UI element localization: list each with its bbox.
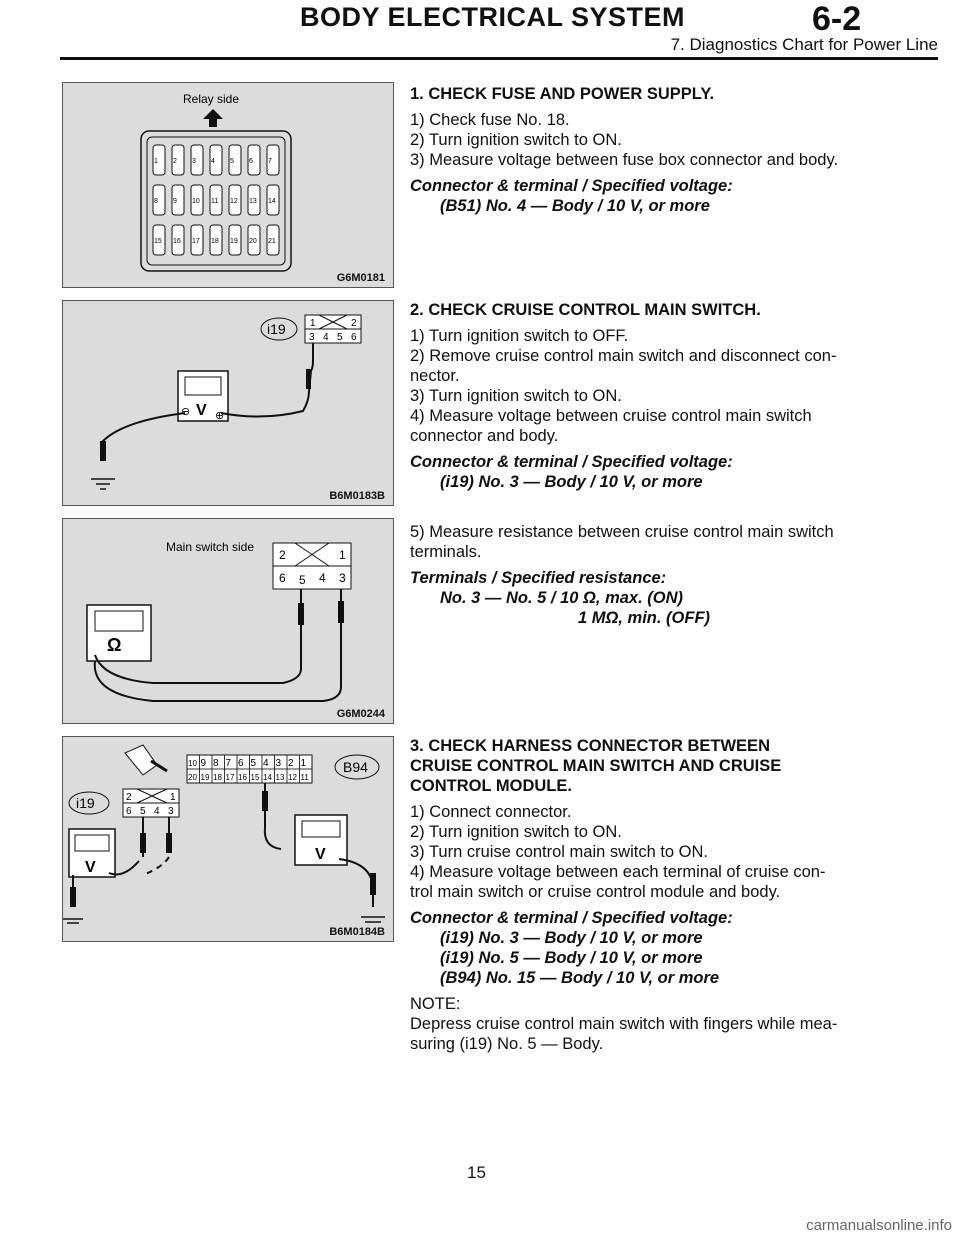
spec-label: Terminals / Specified resistance: [410, 569, 667, 587]
meter-symbol: V [85, 859, 96, 876]
b94-connector [187, 755, 312, 783]
spec-value: (i19) No. 5 — Body / 10 V, or more [440, 949, 703, 967]
step-3-block [410, 736, 880, 1054]
figure-harness-check [62, 736, 394, 942]
relay-side-caption: Relay side [183, 92, 240, 106]
fuse-number: 14 [268, 198, 276, 205]
pin-label: 6 [238, 758, 244, 769]
fuse-number: 7 [268, 158, 272, 165]
note-label: NOTE: [410, 995, 461, 1013]
step-heading: CONTROL MODULE. [410, 777, 572, 795]
pin-label: 3 [275, 758, 282, 769]
step-heading: 3. CHECK HARNESS CONNECTOR BETWEEN [410, 737, 770, 755]
step-line: 1) Check fuse No. 18. [410, 111, 570, 129]
step-line: 5) Measure resistance between cruise control main switch [410, 523, 834, 541]
step-line: 3) Measure voltage between fuse box connector and body. [410, 151, 839, 169]
step-line: 2) Turn ignition switch to ON. [410, 823, 622, 841]
figure-code: B6M0184B [329, 926, 385, 938]
watermark: carmanualsonline.info [806, 1217, 952, 1234]
pin-label: 12 [288, 773, 297, 782]
probe [306, 369, 311, 389]
pin-label: 16 [238, 773, 247, 782]
probe [338, 601, 344, 623]
pin-label: 5 [299, 573, 306, 587]
spec-value: No. 3 — No. 5 / 10 Ω, max. (ON) [440, 589, 684, 607]
step-line: terminals. [410, 543, 482, 561]
meter-symbol: V [196, 402, 207, 419]
header-title: BODY ELECTRICAL SYSTEM [300, 2, 686, 32]
fuse-number: 10 [192, 198, 200, 205]
fuse-number: 19 [230, 238, 238, 245]
pin-label: 2 [351, 318, 357, 329]
pin-label: 10 [188, 759, 197, 768]
step-line: 3) Turn cruise control main switch to ON. [410, 843, 709, 861]
figure-fuse-box [62, 82, 394, 288]
note-line: Depress cruise control main switch with fingers while mea- [410, 1015, 838, 1033]
header-rule [60, 57, 938, 60]
step-line: 2) Turn ignition switch to ON. [410, 131, 622, 149]
pin-label: 3 [309, 332, 315, 343]
pin-label: 2 [288, 758, 294, 769]
fuse-number: 3 [192, 158, 196, 165]
voltage-check-diagram [63, 301, 393, 505]
pin-label: 4 [263, 758, 269, 769]
figure-main-switch-voltage [62, 300, 394, 506]
svg-text:⊖: ⊖ [181, 406, 191, 418]
step-line: trol main switch or cruise control module and body. [410, 883, 781, 901]
fuse-number: 16 [173, 238, 181, 245]
section-number: 6-2 [812, 0, 862, 38]
pin-label: 6 [126, 806, 132, 817]
pin-label: 3 [339, 571, 346, 585]
pin-label: 1 [339, 548, 346, 562]
step-2-block [410, 300, 880, 492]
fuse-number: 20 [249, 238, 257, 245]
spec-value: 1 MΩ, min. (OFF) [578, 609, 711, 627]
step-line: 1) Connect connector. [410, 803, 572, 821]
figure-code: B6M0183B [329, 490, 385, 502]
pin-label: 9 [200, 758, 207, 769]
fuse-number: 6 [249, 158, 253, 165]
meter-symbol: Ω [107, 635, 122, 655]
pin-label: 19 [200, 773, 210, 782]
fuse-number: 18 [211, 238, 219, 245]
connector-label: B94 [343, 759, 368, 775]
fuse-number: 4 [211, 158, 215, 165]
connector-label: i19 [76, 795, 95, 811]
pin-label: 18 [213, 773, 222, 782]
pin-label: 1 [300, 758, 307, 769]
spec-value: (i19) No. 3 — Body / 10 V, or more [440, 929, 703, 947]
header-subtitle: 7. Diagnostics Chart for Power Line [670, 35, 938, 54]
fuse-number: 8 [154, 198, 158, 205]
pin-label: 7 [225, 758, 232, 769]
meter-symbol: V [315, 846, 326, 863]
pin-label: 5 [337, 332, 343, 343]
fuse-number: 5 [230, 158, 234, 165]
pin-label: 13 [275, 773, 285, 782]
step-heading: 2. CHECK CRUISE CONTROL MAIN SWITCH. [410, 301, 761, 319]
fuse-number: 13 [249, 198, 257, 205]
fuse-box-diagram [63, 83, 393, 287]
step-line: 4) Measure voltage between each terminal of cruise con- [410, 863, 826, 881]
spec-value: (B51) No. 4 — Body / 10 V, or more [440, 197, 710, 215]
pin-label: 5 [140, 806, 146, 817]
main-switch-side-caption: Main switch side [166, 540, 255, 554]
pin-label: 4 [154, 806, 160, 817]
figure-code: G6M0244 [336, 708, 385, 720]
svg-text:⊕: ⊕ [215, 410, 225, 422]
connector-label: i19 [267, 321, 286, 337]
pin-label: 17 [225, 773, 235, 782]
step-line: 2) Remove cruise control main switch and disconnect con- [410, 347, 837, 365]
spec-label: Connector & terminal / Specified voltage: [410, 453, 733, 471]
fuse-grid [153, 145, 279, 255]
spec-value: (B94) No. 15 — Body / 10 V, or more [440, 969, 720, 987]
page-number: 15 [467, 1163, 486, 1182]
step-2b-block [410, 522, 880, 628]
fuse-number: 17 [192, 238, 200, 245]
probe [298, 603, 304, 625]
fuse-number: 12 [230, 198, 238, 205]
pin-label: 2 [279, 548, 286, 562]
pin-label: 11 [300, 773, 309, 782]
pin-label: 4 [319, 571, 326, 585]
step-line: 4) Measure voltage between cruise control main switch [410, 407, 812, 425]
fuse-number: 15 [154, 238, 162, 245]
fuse-number: 21 [268, 238, 276, 245]
pin-label: 2 [126, 792, 132, 803]
pin-label: 15 [250, 773, 260, 782]
spec-label: Connector & terminal / Specified voltage: [410, 177, 733, 195]
step-line: 3) Turn ignition switch to ON. [410, 387, 622, 405]
figure-code: G6M0181 [336, 272, 385, 284]
step-heading: 1. CHECK FUSE AND POWER SUPPLY. [410, 85, 715, 103]
fuse-number: 1 [154, 158, 158, 165]
resistance-check-diagram [63, 519, 393, 723]
fuse-number: 9 [173, 198, 177, 205]
pin-label: 1 [170, 792, 176, 803]
note-line: suring (i19) No. 5 — Body. [410, 1035, 604, 1053]
fuse-number: 11 [211, 198, 219, 205]
pin-label: 3 [168, 806, 174, 817]
pin-label: 20 [188, 773, 197, 782]
arrow-up-icon [203, 109, 223, 127]
figure-main-switch-resistance [62, 518, 394, 724]
spec-value: (i19) No. 3 — Body / 10 V, or more [440, 473, 703, 491]
step-heading: CRUISE CONTROL MAIN SWITCH AND CRUISE [410, 757, 782, 775]
spec-label: Connector & terminal / Specified voltage: [410, 909, 733, 927]
step-line: nector. [410, 367, 460, 385]
pin-label: 5 [250, 758, 257, 769]
step-line: 1) Turn ignition switch to OFF. [410, 327, 629, 345]
step-1-block [410, 84, 880, 216]
pin-label: 4 [323, 332, 329, 343]
pin-label: 6 [351, 332, 357, 343]
pin-label: 1 [310, 318, 316, 329]
pin-label: 14 [263, 773, 272, 782]
pin-label: 6 [279, 571, 286, 585]
step-line: connector and body. [410, 427, 559, 445]
harness-check-diagram [63, 737, 393, 941]
pin-label: 8 [213, 758, 219, 769]
fuse-number: 2 [173, 158, 177, 165]
